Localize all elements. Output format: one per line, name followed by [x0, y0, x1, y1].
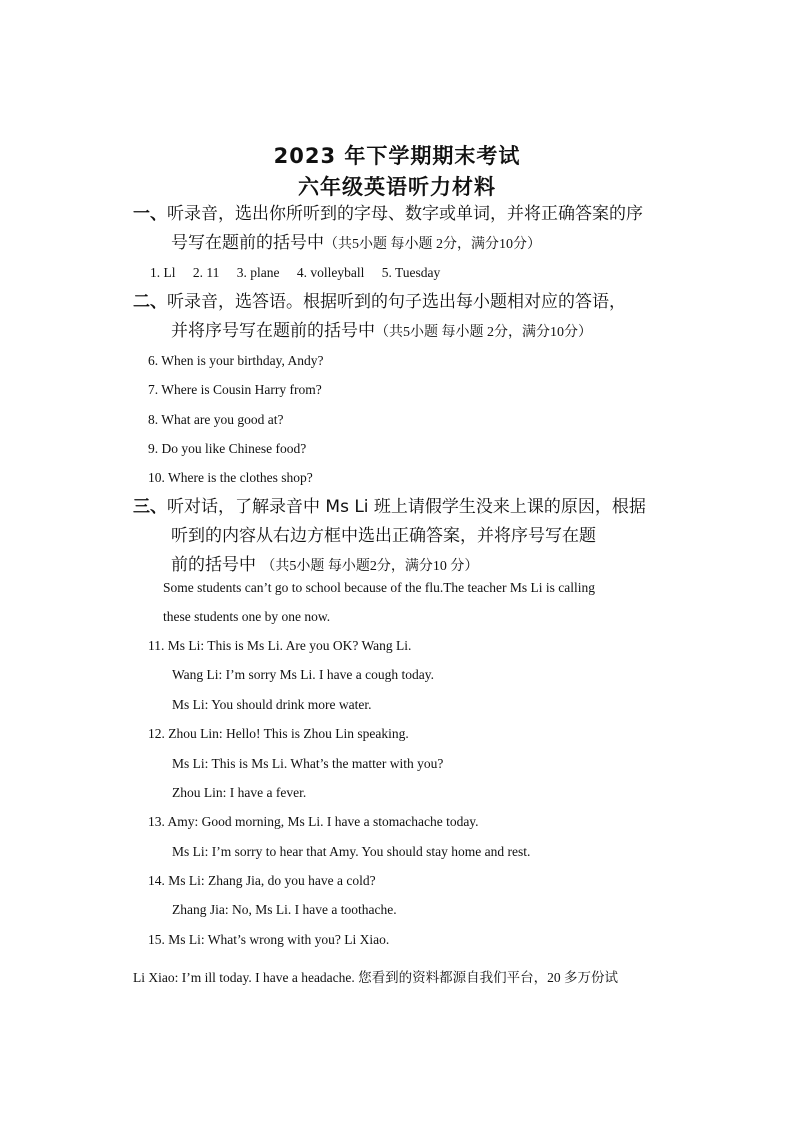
- section-3-text-c: 前的括号中: [171, 555, 256, 575]
- section-3-intro: Some students can’t go to school because of the flu.The teacher Ms Li is calling: [163, 580, 596, 595]
- answer-item: 1. Ll: [150, 265, 176, 280]
- dialogue-line: Zhou Lin: I have a fever.: [172, 785, 307, 800]
- dialogue-line: Ms Li: You should drink more water.: [172, 697, 372, 712]
- dialogue-line: 13. Amy: Good morning, Ms Li. I have a stomachache today.: [148, 814, 479, 829]
- section-3-note: （共5小题 每小题2分，满分10 分）: [261, 559, 479, 574]
- section-3-number: 三、: [133, 497, 167, 517]
- section-2-heading: [133, 288, 673, 347]
- dialogue-line: Li Xiao: I’m ill today. I have a headache. 您看到的资料都源自我们平台，20 多万份试: [133, 970, 619, 985]
- section-1-number: 一、: [133, 204, 167, 224]
- answer-item: 4. volleyball: [296, 265, 365, 280]
- section-1-answers: [150, 265, 454, 281]
- answer-item: 2. 11: [192, 265, 220, 280]
- dialogue-line: 11. Ms Li: This is Ms Li. Are you OK? Wang Li.: [148, 638, 412, 653]
- section-2-text-b: 并将序号写在题前的括号中: [171, 321, 375, 341]
- answer-item: 3. plane: [236, 265, 280, 280]
- question-item: 9. Do you like Chinese food?: [148, 441, 307, 456]
- section-1-heading: [133, 200, 673, 259]
- section-1-text-a: 听录音，选出你所听到的字母、数字或单词，并将正确答案的序: [167, 204, 643, 224]
- dialogue-line: 15. Ms Li: What’s wrong with you? Li Xiao.: [148, 932, 390, 947]
- dialogue-line: Zhang Jia: No, Ms Li. I have a toothache.: [172, 902, 397, 917]
- dialogue-line: 12. Zhou Lin: Hello! This is Zhou Lin speaking.: [148, 726, 409, 741]
- dialogue-line: 14. Ms Li: Zhang Jia, do you have a cold?: [148, 873, 376, 888]
- section-2-number: 二、: [133, 292, 167, 312]
- section-3-text-b: 听到的内容从右边方框中选出正确答案，并将序号写在题: [171, 526, 596, 546]
- section-1-note: （共5小题 每小题 2分，满分10分）: [324, 237, 541, 252]
- section-3-heading: [133, 493, 673, 581]
- section-1-text-b: 号写在题前的括号中: [171, 233, 324, 253]
- section-3-text-a: 听对话，了解录音中 Ms Li 班上请假学生没来上课的原因，根据: [167, 497, 646, 517]
- page-title: 2023 年下学期期末考试: [273, 144, 521, 168]
- question-item: 10. Where is the clothes shop?: [148, 470, 313, 485]
- page-subtitle: 六年级英语听力材料: [298, 175, 496, 199]
- question-item: 6. When is your birthday, Andy?: [148, 353, 324, 368]
- dialogue-line: Wang Li: I’m sorry Ms Li. I have a cough today.: [172, 667, 434, 682]
- dialogue-line: Ms Li: This is Ms Li. What’s the matter with you?: [172, 756, 444, 771]
- section-3-intro-cont: these students one by one now.: [163, 609, 331, 624]
- section-2-note: （共5小题 每小题 2分，满分10分）: [375, 325, 592, 340]
- dialogue-line: Ms Li: I’m sorry to hear that Amy. You should stay home and rest.: [172, 844, 531, 859]
- section-2-text-a: 听录音，选答语。根据听到的句子选出每小题相对应的答语，: [167, 292, 626, 312]
- question-item: 8. What are you good at?: [148, 412, 284, 427]
- answer-item: 5. Tuesday: [381, 265, 441, 280]
- question-item: 7. Where is Cousin Harry from?: [148, 382, 322, 397]
